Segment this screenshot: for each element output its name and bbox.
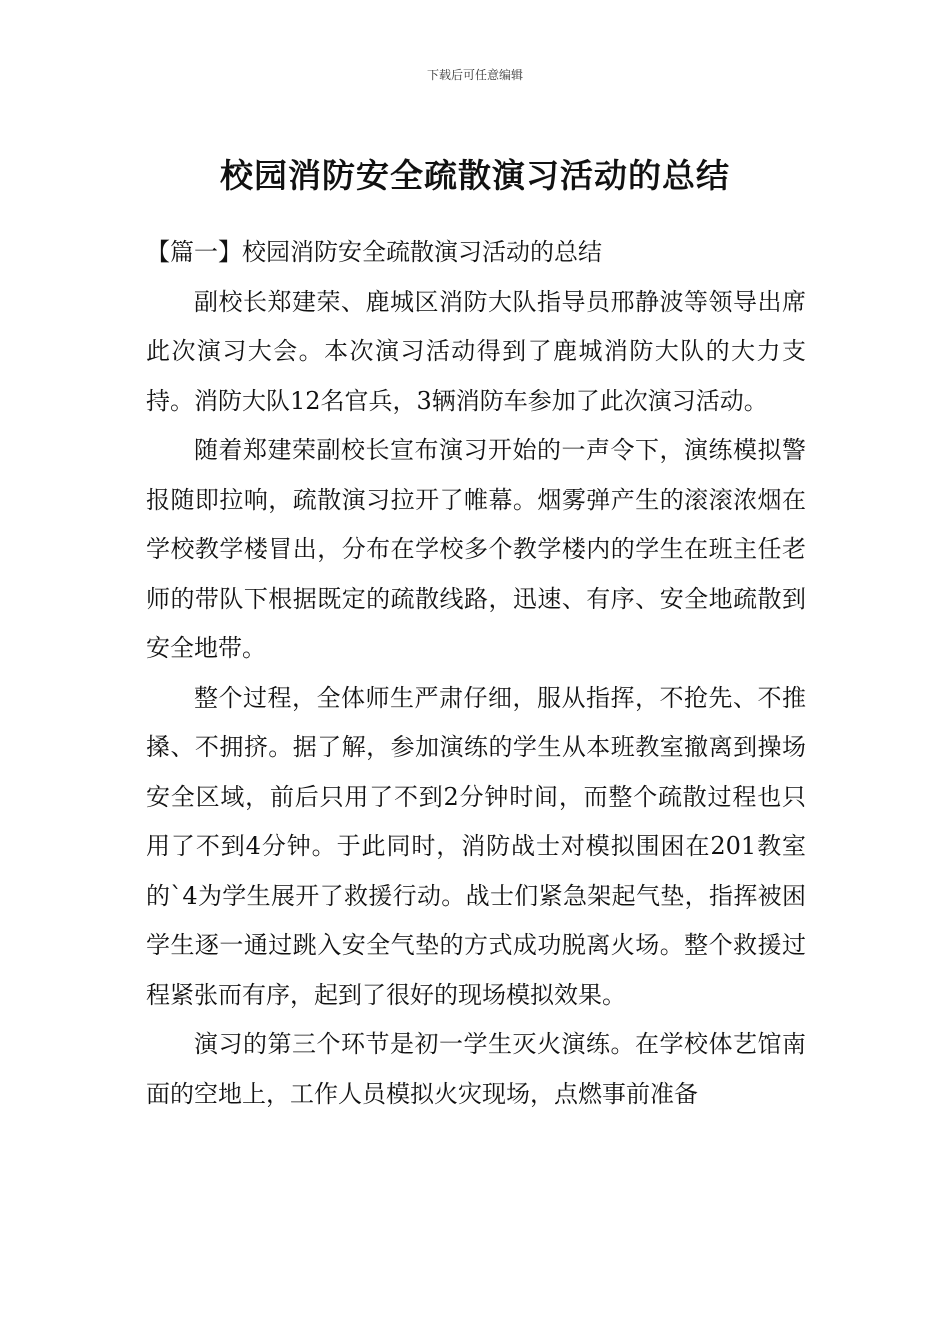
section-heading: 【篇一】校园消防安全疏散演习活动的总结 bbox=[146, 238, 602, 266]
document-title: 校园消防安全疏散演习活动的总结 bbox=[220, 156, 730, 196]
document-body bbox=[146, 228, 806, 1119]
paragraph-4: 演习的第三个环节是初一学生灭火演练。在学校体艺馆南面的空地上，工作人员模拟火灾现场，点燃事前准备 bbox=[146, 1030, 806, 1108]
paragraph-3: 整个过程，全体师生严肃仔细，服从指挥，不抢先、不推搡、不拥挤。据了解，参加演练的学生从本班教室撤离到操场安全区域，前后只用了不到2分钟时间，而整个疏散过程也只用了不到4分钟。于此同时，消防战士对模拟围困在201教室的`4为学生展开了救援行动。战士们紧急架起气垫，指挥被困学生逐一通过跳入安全气垫的方式成功脱离火场。整个救援过程紧张而有序，起到了很好的现场模拟效果。 bbox=[146, 683, 806, 1009]
paragraph-2: 随着郑建荣副校长宣布演习开始的一声令下，演练模拟警报随即拉响，疏散演习拉开了帷幕。烟雾弹产生的滚滚浓烟在学校教学楼冒出，分布在学校多个教学楼内的学生在班主任老师的带队下根据既定的疏散线路，迅速、有序、安全地疏散到安全地带。 bbox=[146, 436, 806, 662]
header-note: 下载后可任意编辑 bbox=[426, 68, 523, 82]
paragraph-1: 副校长郑建荣、鹿城区消防大队指导员邢静波等领导出席此次演习大会。本次演习活动得到了鹿城消防大队的大力支持。消防大队12名官兵，3辆消防车参加了此次演习活动。 bbox=[146, 287, 806, 415]
